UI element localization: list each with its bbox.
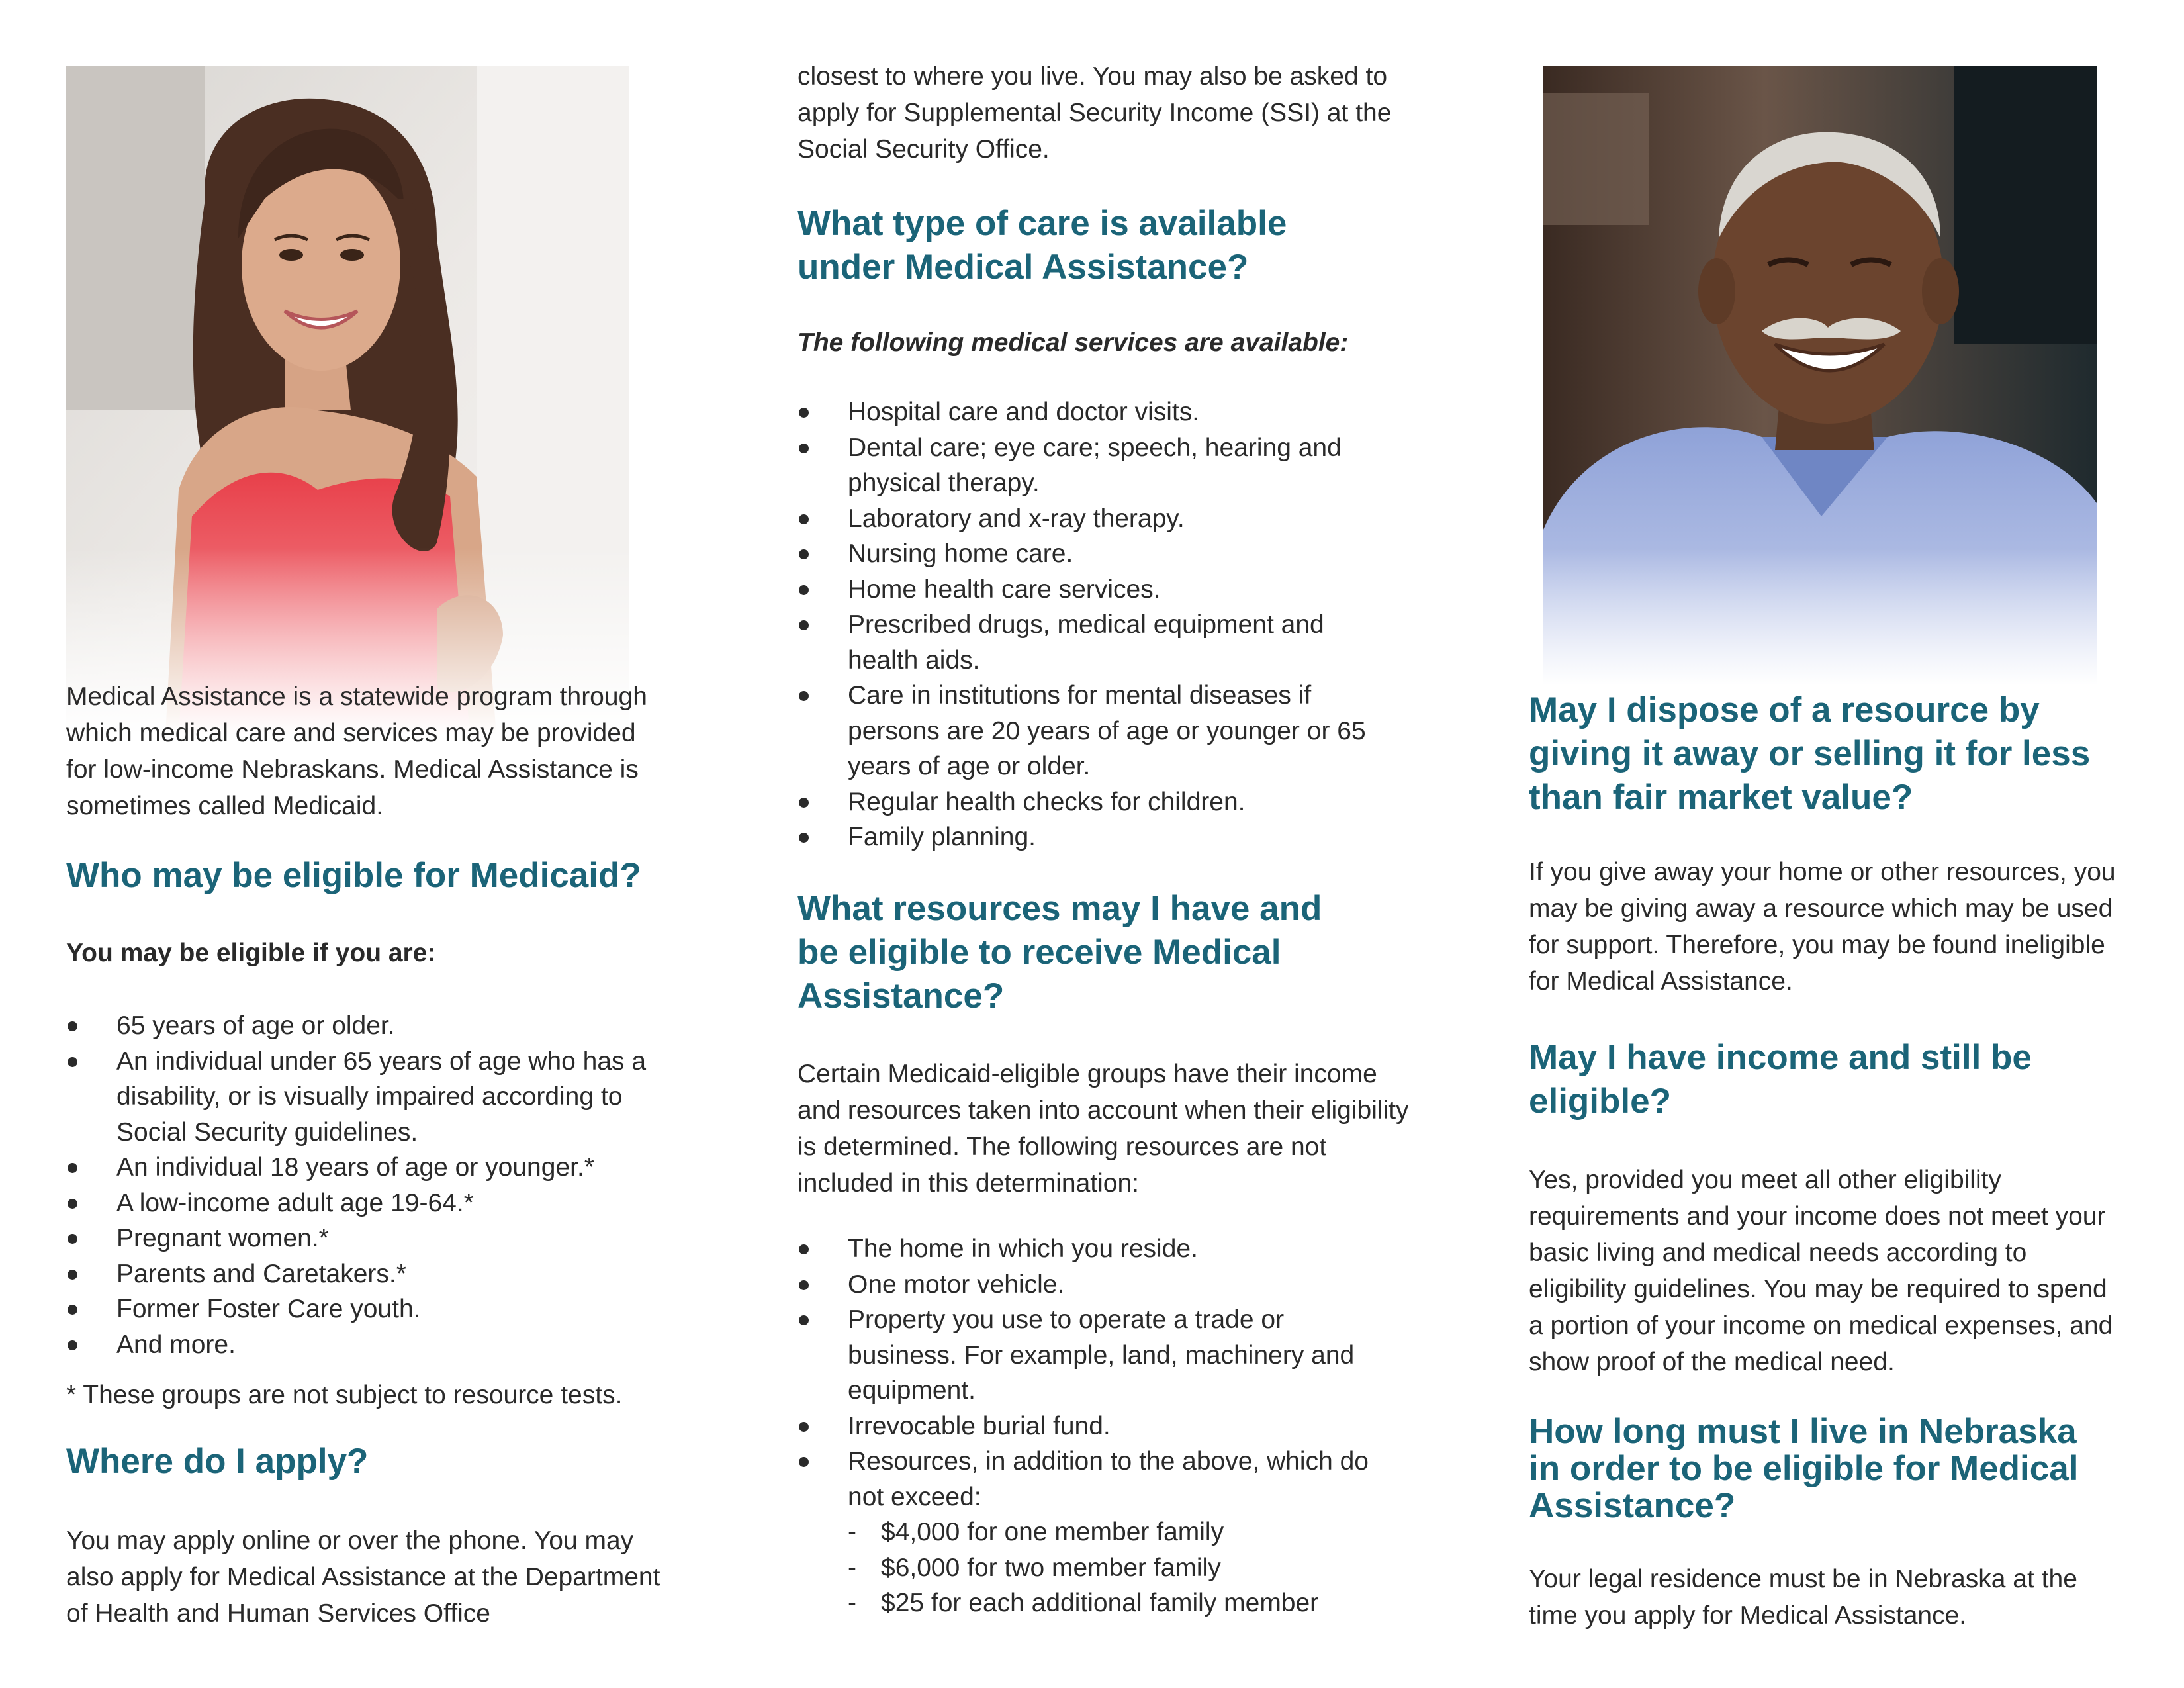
apply-heading: Where do I apply? <box>66 1442 369 1481</box>
limit-item: - $6,000 for two member family <box>848 1550 1393 1586</box>
list-item: Care in institutions for mental diseases if persons are 20 years of age or younger or 65 years of age or older. <box>797 678 1400 784</box>
list-item: Nursing home care. <box>797 536 1400 572</box>
photo-man <box>1543 66 2097 685</box>
list-item: Irrevocable burial fund. <box>797 1409 1393 1444</box>
list-item: 65 years of age or older. <box>66 1008 682 1044</box>
eligible-list <box>66 1008 682 1362</box>
care-subheading: The following medical services are available: <box>797 328 1349 357</box>
eligible-heading: Who may be eligible for Medicaid? <box>66 856 641 895</box>
residence-paragraph: Your legal residence must be in Nebraska at the time you apply for Medical Assistance. <box>1529 1565 2077 1630</box>
resources-paragraph: Certain Medicaid-eligible groups have their income and resources taken into account when their eligibility is determined. The following resources are not included in this determination: <box>797 1060 1409 1197</box>
list-item: Property you use to operate a trade or business. For example, land, machinery and equipment. <box>797 1302 1393 1409</box>
list-item: Laboratory and x-ray therapy. <box>797 501 1400 537</box>
residence-heading: How long must I live in Nebraska in order to be eligible for Medical Assistance? <box>1529 1412 2079 1525</box>
list-item: Family planning. <box>797 820 1400 855</box>
dispose-paragraph: If you give away your home or other resources, you may be giving away a resource which may be used for support. Therefore, you may be found ineligible for Medical Assistance. <box>1529 858 2116 996</box>
list-item: Pregnant women.* <box>66 1221 682 1256</box>
resource-limits-list <box>848 1515 1393 1621</box>
list-item-text: Resources, in addition to the above, which do not exceed: <box>848 1447 1369 1511</box>
limit-item: - $25 for each additional family member <box>848 1585 1393 1621</box>
footnote: * These groups are not subject to resource tests. <box>66 1381 623 1409</box>
income-heading: May I have income and still be eligible? <box>1529 1038 2032 1121</box>
resources-heading: What resources may I have and be eligible to receive Medical Assistance? <box>797 889 1322 1015</box>
list-item: One motor vehicle. <box>797 1267 1393 1303</box>
eligible-subheading: You may be eligible if you are: <box>66 939 436 967</box>
resources-list <box>797 1231 1393 1621</box>
apply-paragraph: You may apply online or over the phone. You may also apply for Medical Assistance at the Department of Health and Human Services Office <box>66 1526 660 1628</box>
care-heading: What type of care is available under Medical Assistance? <box>797 204 1287 287</box>
list-item: Parents and Caretakers.* <box>66 1256 682 1292</box>
list-item: Dental care; eye care; speech, hearing and physical therapy. <box>797 430 1400 501</box>
list-item: An individual under 65 years of age who has a disability, or is visually impaired according to Social Security guidelines. <box>66 1044 682 1150</box>
list-item <box>797 1444 1393 1621</box>
list-item: Home health care services. <box>797 572 1400 608</box>
apply-continued-paragraph: closest to where you live. You may also be asked to apply for Supplemental Security Income (SSI) at the Social Security Office. <box>797 62 1392 164</box>
list-item: A low-income adult age 19-64.* <box>66 1186 682 1221</box>
limit-item: - $4,000 for one member family <box>848 1515 1393 1550</box>
care-list <box>797 395 1400 855</box>
list-item: Regular health checks for children. <box>797 784 1400 820</box>
photo-woman <box>66 66 629 735</box>
list-item: Hospital care and doctor visits. <box>797 395 1400 430</box>
dispose-heading: May I dispose of a resource by giving it away or selling it for less than fair market value? <box>1529 690 2091 817</box>
list-item: Former Foster Care youth. <box>66 1291 682 1327</box>
income-paragraph: Yes, provided you meet all other eligibility requirements and your income does not meet your basic living and medical needs according to eligibility guidelines. You may be required to spend a portion of your income on medical expenses, and show proof of the medical need. <box>1529 1166 2113 1376</box>
list-item: Prescribed drugs, medical equipment and health aids. <box>797 607 1400 678</box>
list-item: The home in which you reside. <box>797 1231 1393 1267</box>
list-item: And more. <box>66 1327 682 1363</box>
list-item: An individual 18 years of age or younger.* <box>66 1150 682 1186</box>
intro-paragraph: Medical Assistance is a statewide program through which medical care and services may be provided for low-income Nebraskans. Medical Assistance is sometimes called Medicaid. <box>66 682 647 820</box>
